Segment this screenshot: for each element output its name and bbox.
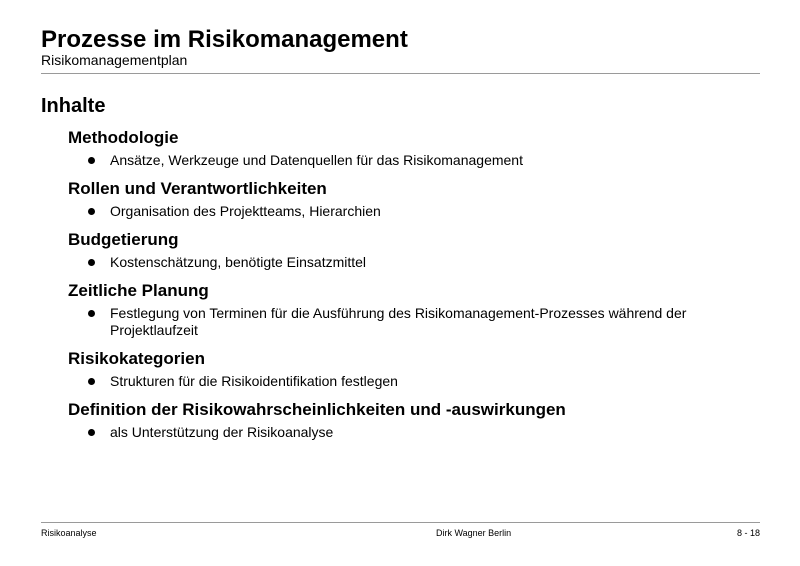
bullet-item	[88, 254, 760, 271]
footer-author: Dirk Wagner Berlin	[436, 528, 512, 538]
bullet-dot-icon	[88, 157, 95, 164]
bullet-text: Festlegung von Terminen für die Ausführung des Risikomanagement-Prozesses während der Projektlaufzeit	[110, 305, 687, 338]
bullet-item	[88, 305, 760, 339]
bullet-dot-icon	[88, 429, 95, 436]
footer-page-number: 8 - 18	[736, 528, 760, 538]
bullet-dot-icon	[88, 310, 95, 317]
bullet-text: Ansätze, Werkzeuge und Datenquellen für das Risikomanagement	[110, 152, 523, 168]
bullet-item	[88, 373, 760, 390]
bullet-dot-icon	[88, 259, 95, 266]
topic-list	[68, 128, 760, 451]
bullet-text: Strukturen für die Risikoidentifikation festlegen	[110, 373, 398, 389]
bullet-text: Organisation des Projektteams, Hierarchien	[110, 203, 381, 219]
footer-topic: Risikoanalyse	[41, 528, 97, 538]
bullet-dot-icon	[88, 378, 95, 385]
bullet-item	[88, 152, 760, 169]
slide-subtitle: Risikomanagementplan	[41, 52, 188, 68]
bullet-dot-icon	[88, 208, 95, 215]
topic-title: Budgetierung	[68, 230, 179, 249]
footer-divider	[41, 522, 760, 523]
topic-title: Definition der Risikowahrscheinlichkeiten und -auswirkungen	[68, 400, 566, 419]
bullet-item	[88, 203, 760, 220]
topic-title: Rollen und Verantwortlichkeiten	[68, 179, 327, 198]
topic-item	[68, 349, 760, 390]
topic-item	[68, 230, 760, 271]
topic-title: Methodologie	[68, 128, 179, 147]
topic-item	[68, 281, 760, 339]
topic-item	[68, 179, 760, 220]
bullet-text: als Unterstützung der Risikoanalyse	[110, 424, 334, 440]
topic-title: Zeitliche Planung	[68, 281, 209, 300]
topic-item	[68, 400, 760, 441]
section-heading: Inhalte	[41, 95, 106, 117]
bullet-item	[88, 424, 760, 441]
bullet-text: Kostenschätzung, benötigte Einsatzmittel	[110, 254, 367, 270]
header-divider	[41, 73, 760, 74]
topic-item	[68, 128, 760, 169]
topic-title: Risikokategorien	[68, 349, 205, 368]
slide-title: Prozesse im Risikomanagement	[41, 26, 408, 53]
